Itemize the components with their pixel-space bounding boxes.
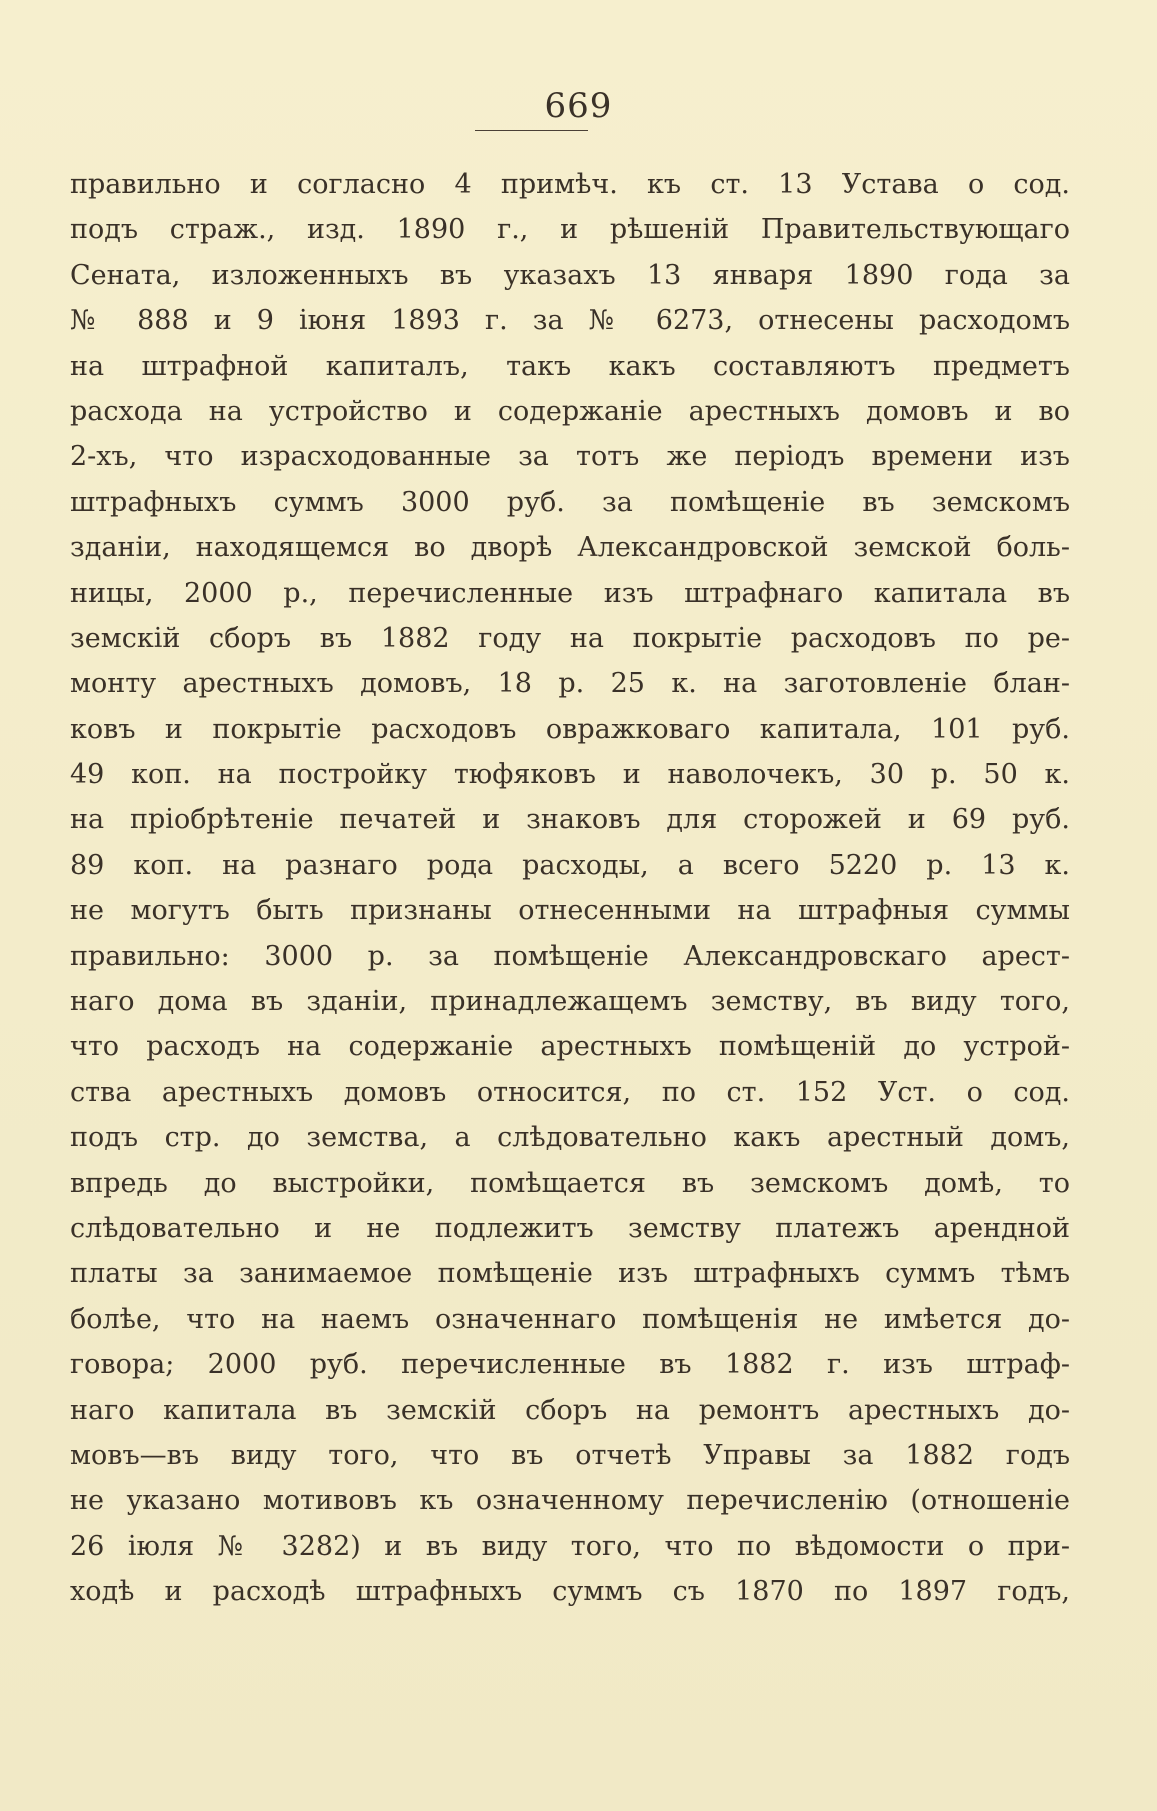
- text-line: 26 іюля № 3282) и въ виду того, что по вѣдомости о при-: [70, 1530, 1070, 1562]
- text-line: подъ стр. до земства, а слѣдовательно какъ арестный домъ,: [70, 1122, 1070, 1154]
- text-line: на штрафной капиталъ, такъ какъ составляютъ предметъ: [70, 350, 1070, 382]
- text-line: не указано мотивовъ къ означенному перечисленію (отношеніе: [70, 1485, 1070, 1517]
- text-line: не могутъ быть признаны отнесенными на штрафныя суммы: [70, 895, 1070, 927]
- text-line: 49 коп. на постройку тюфяковъ и наволочекъ, 30 р. 50 к.: [70, 759, 1070, 791]
- text-line: наго капитала въ земскій сборъ на ремонтъ арестныхъ до-: [70, 1394, 1070, 1426]
- text-line: 89 коп. на разнаго рода расходы, а всего 5220 р. 13 к.: [70, 849, 1070, 881]
- text-line: № 888 и 9 іюня 1893 г. за № 6273, отнесены расходомъ: [70, 305, 1070, 337]
- body-text: [70, 162, 1070, 1615]
- text-line: платы за занимаемое помѣщеніе изъ штрафныхъ суммъ тѣмъ: [70, 1258, 1070, 1290]
- text-line: что расходъ на содержаніе арестныхъ помѣщеній до устрой-: [70, 1031, 1070, 1063]
- page-number: 669: [544, 86, 613, 126]
- header-rule: [475, 130, 588, 131]
- text-line: расхода на устройство и содержаніе арестныхъ домовъ и во: [70, 395, 1070, 427]
- text-line: болѣе, что на наемъ означеннаго помѣщенія не имѣется до-: [70, 1303, 1070, 1335]
- text-line: Сената, изложенныхъ въ указахъ 13 января 1890 года за: [70, 259, 1070, 291]
- text-line: земскій сборъ въ 1882 году на покрытіе расходовъ по ре-: [70, 622, 1070, 654]
- text-line: ходѣ и расходѣ штрафныхъ суммъ съ 1870 по 1897 годъ,: [70, 1576, 1070, 1608]
- text-line: наго дома въ зданіи, принадлежащемъ земству, въ виду того,: [70, 986, 1070, 1018]
- text-line: ковъ и покрытіе расходовъ овражковаго капитала, 101 руб.: [70, 713, 1070, 745]
- text-line: 2-хъ, что израсходованные за тотъ же періодъ времени изъ: [70, 441, 1070, 473]
- text-line: говора; 2000 руб. перечисленные въ 1882 г. изъ штраф-: [70, 1349, 1070, 1381]
- text-line: впредь до выстройки, помѣщается въ земскомъ домѣ, то: [70, 1167, 1070, 1199]
- text-line: монту арестныхъ домовъ, 18 р. 25 к. на заготовленіе блан-: [70, 668, 1070, 700]
- text-line: подъ страж., изд. 1890 г., и рѣшеній Правительствующаго: [70, 214, 1070, 246]
- text-line: правильно и согласно 4 примѣч. къ ст. 13 Устава о сод.: [70, 169, 1070, 200]
- text-line: правильно: 3000 р. за помѣщеніе Александровскаго арест-: [70, 940, 1070, 972]
- text-line: слѣдовательно и не подлежитъ земству платежъ арендной: [70, 1212, 1070, 1244]
- text-line: ства арестныхъ домовъ относится, по ст. 152 Уст. о сод.: [70, 1076, 1070, 1108]
- text-line: штрафныхъ суммъ 3000 руб. за помѣщеніе въ земскомъ: [70, 486, 1070, 518]
- text-line: зданіи, находящемся во дворѣ Александровской земской боль-: [70, 532, 1070, 564]
- text-line: на пріобрѣтеніе печатей и знаковъ для сторожей и 69 руб.: [70, 804, 1070, 836]
- text-line: мовъ—въ виду того, что въ отчетѣ Управы за 1882 годъ: [70, 1439, 1070, 1471]
- text-line: ницы, 2000 р., перечисленные изъ штрафнаго капитала въ: [70, 577, 1070, 609]
